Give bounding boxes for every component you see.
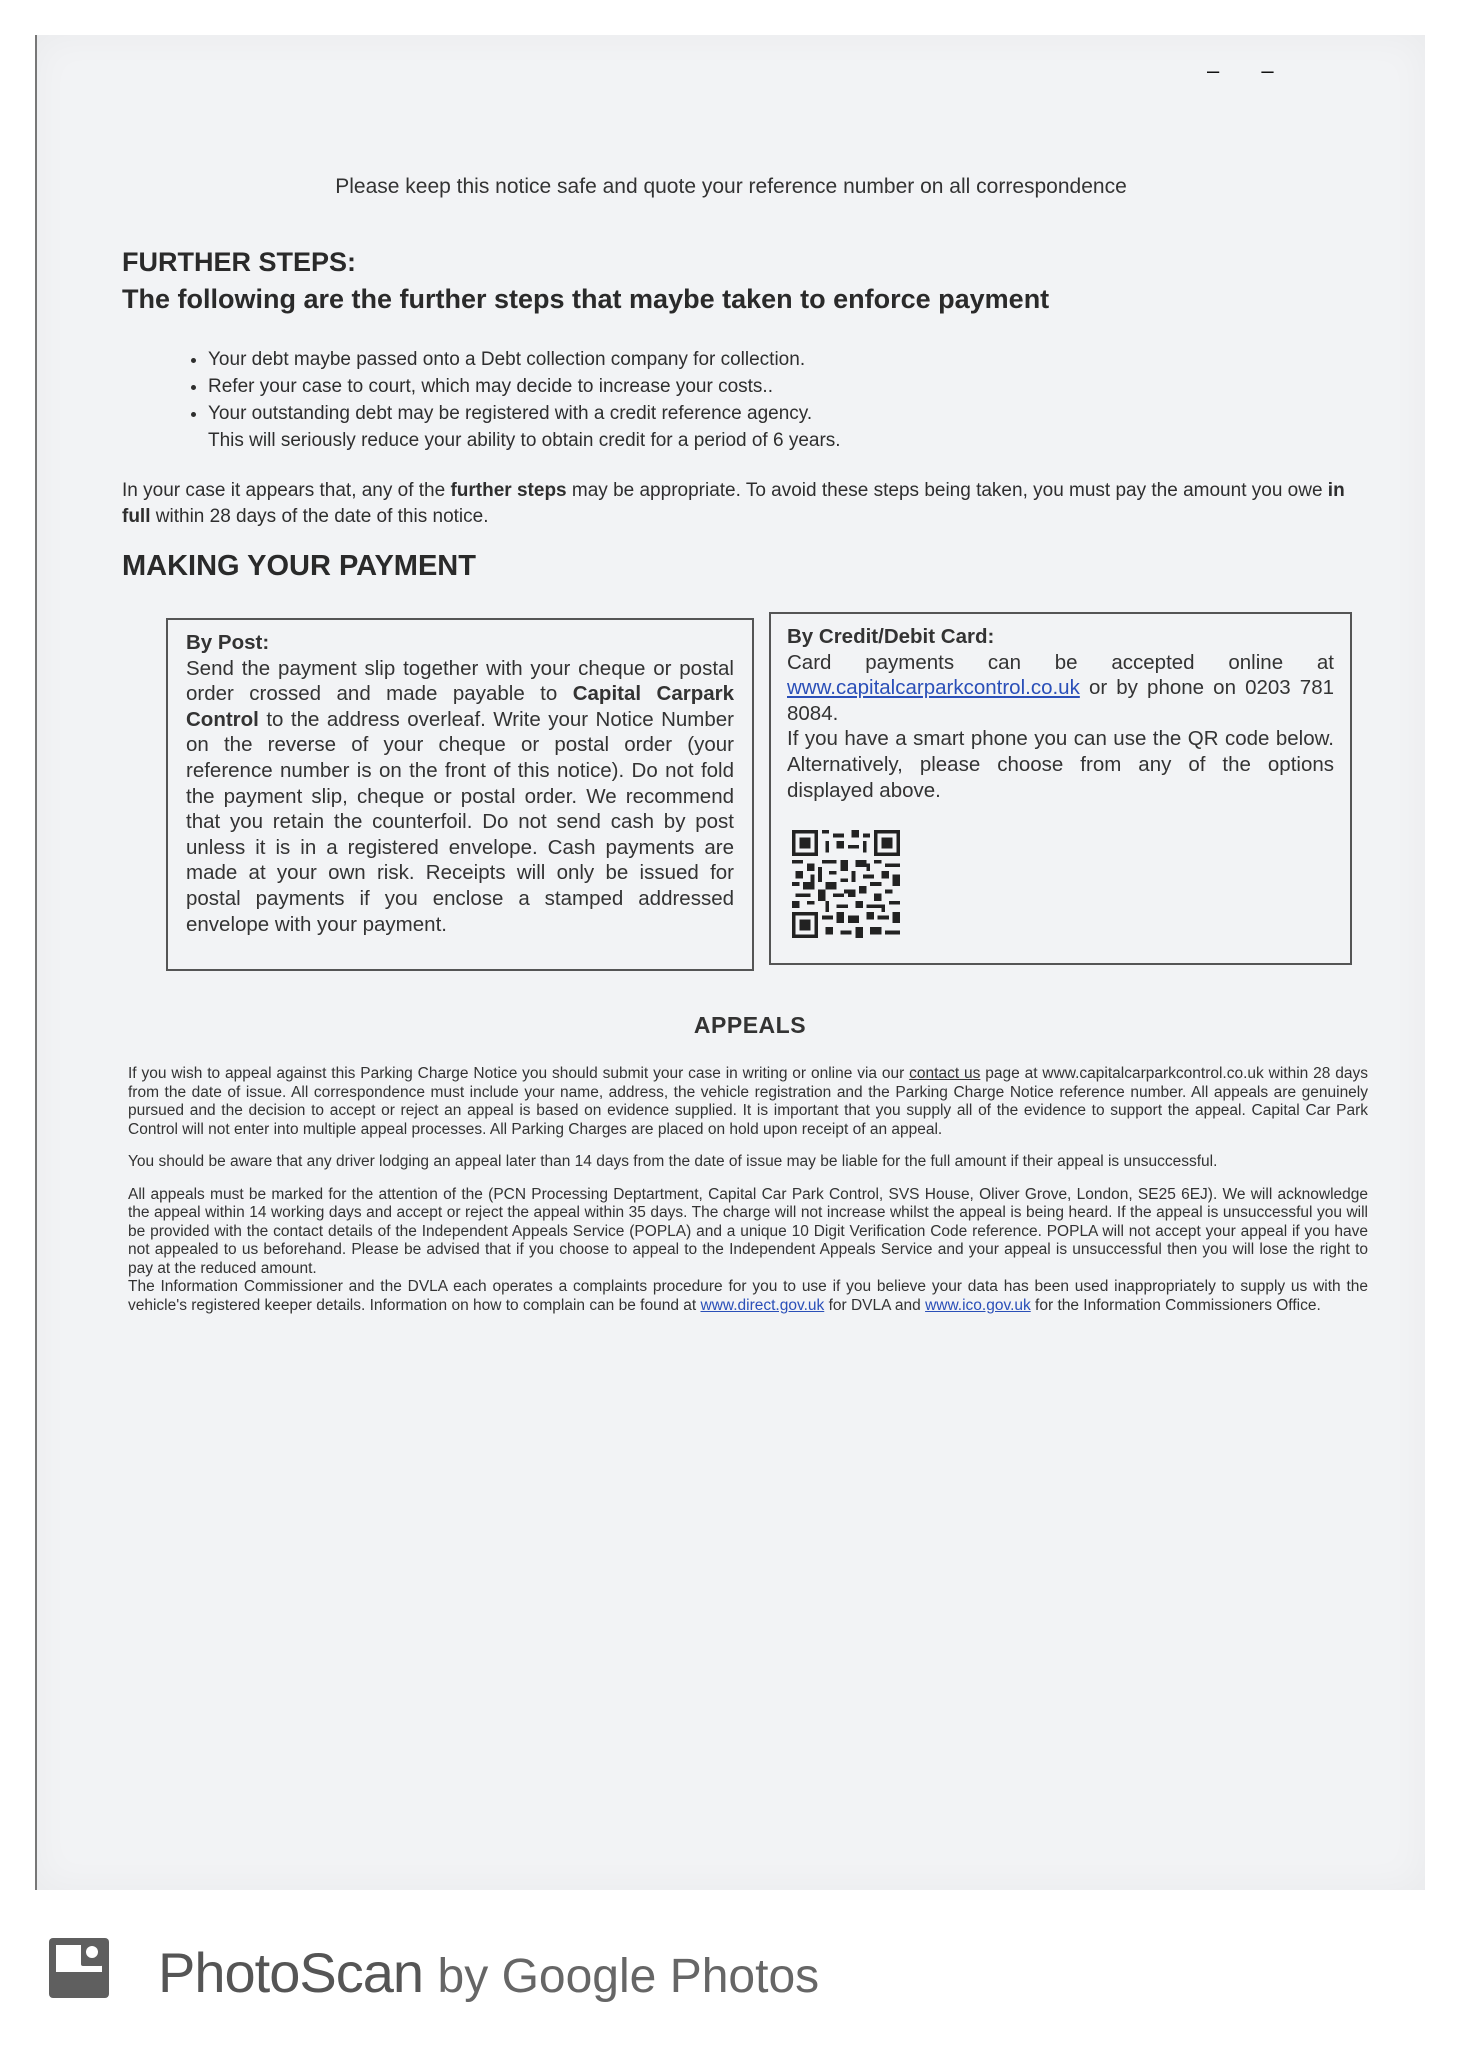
by-post-box [166, 618, 754, 971]
list-item: • Refer your case to court, which may decide to increase your costs.. [208, 373, 1308, 400]
appeals-paragraph: You should be aware that any driver lodging an appeal later than 14 days from the date of issue may be liable for the full amount if their appeal is unsuccessful. [128, 1153, 1218, 1170]
appeals-text-run: The Information Commissioner and the DVLA each operates a complaints procedure for you to use if you believe your data has been used inappropriately to supply us with the vehicle's registered keeper details. Information on how to complain can be found at [128, 1278, 1368, 1314]
appeals-text-run: for DVLA and [824, 1296, 926, 1314]
appeals-text-run: If you wish to appeal against this Parking Charge Notice you should submit your case in writing or online via our [128, 1065, 910, 1082]
by-post-text: to the address overleaf. Write your Notice Number on the reverse of your cheque or postal order (your reference number is on the front of this notice). Do not fold the payment slip, cheque or postal order. We recommend that you retain the counterfoil. Do not send cash by post unless it is in a registered envelope. Cash payments are made at your own risk. Receipts will only be issued for postal payments if you enclose a stamped addressed envelope with your payment. [186, 707, 734, 936]
by-card-text: Card payments can be accepted online at [787, 650, 1334, 674]
by-card-text: or by phone on 0203 781 8084. [787, 676, 1334, 725]
by-post-title: By Post: [186, 631, 270, 654]
direct-gov-link[interactable]: www.direct.gov.uk [700, 1296, 825, 1314]
appeals-text-run: page at www.capitalcarparkcontrol.co.uk within 28 days from the date of issue. All correspondence must include your name, address, the vehicle registration and the Parking Charge Notice reference number. All appeals are genuinely pursued and the decision to accept or reject an appeal is based on evidence supplied. It is important that you supply all of the evidence to support the appeal. Capital Car Park Control will not enter into multiple appeal processes. All Parking Charges are placed on hold upon receipt of an appeal. [128, 1065, 1368, 1138]
appeals-text [128, 1065, 1368, 1329]
contact-us-link[interactable]: contact us [909, 1065, 981, 1082]
by-post-text: Send the payment slip together with your cheque or postal order crossed and made payable to [186, 656, 734, 706]
list-item: • Your debt maybe passed onto a Debt collection company for collection. [208, 346, 1308, 373]
appeals-text-run: for the Information Commissioners Office. [1030, 1296, 1321, 1314]
appeals-paragraph: All appeals must be marked for the attention of the (PCN Processing Deptartment, Capital Car Park Control, SVS House, Oliver Grove, London, SE25 6EJ). We will acknowledge the appeal within 14 working days and accept or reject the appeal within 35 days. The charge will not increase whilst the appeal is being heard. If the appeal is unsuccessful you will be provided with the contact details of the Independent Appeals Service (POPLA) and a unique 10 Digit Verification Code reference. POPLA will not accept your appeal if you have not appealed to us beforehand. Please be advised that if you choose to appeal to the Independent Appeals Service and your appeal is unsuccessful then you will lose the right to pay at the reduced amount. [128, 1185, 1368, 1277]
payment-website-link[interactable]: www.capitalcarparkcontrol.co.uk [787, 676, 1080, 700]
photoscan-title: PhotoScan [158, 1941, 423, 2004]
list-item-continuation: This will seriously reduce your ability to obtain credit for a period of 6 years. [208, 430, 841, 451]
photoscan-by: by Google Photos [437, 1950, 820, 2003]
by-post-body [186, 656, 734, 938]
by-card-title: By Credit/Debit Card: [787, 625, 995, 648]
case-paragraph [122, 478, 1367, 530]
qr-instructions: If you have a smart phone you can use the QR code below. Alternatively, please choose from any of the options displayed above. [787, 727, 1334, 802]
case-bold-in-full: in full [122, 480, 1345, 527]
further-steps-subtitle: The following are the further steps that maybe taken to enforce payment [122, 284, 1050, 314]
appeals-paragraph [128, 1278, 1368, 1315]
case-bold-further-steps: further steps [450, 480, 567, 501]
making-payment-title: MAKING YOUR PAYMENT [122, 550, 476, 582]
photoscan-logo-icon [47, 1936, 111, 2000]
qr-code-icon[interactable] [790, 830, 902, 938]
case-text: may be appropriate. To avoid these steps being taken, you must pay the amount you owe [566, 480, 1328, 501]
further-steps-list [160, 346, 1308, 454]
by-card-body [787, 650, 1334, 727]
further-steps-title: FURTHER STEPS: [122, 247, 357, 277]
appeals-title: APPEALS [693, 1012, 807, 1038]
notice-line: Please keep this notice safe and quote your reference number on all correspondence [335, 175, 1127, 198]
list-item: • Your outstanding debt may be registered with a credit reference agency. [208, 400, 1308, 427]
ico-gov-link[interactable]: www.ico.gov.uk [925, 1296, 1031, 1314]
case-text: In your case it appears that, any of the [122, 480, 451, 501]
payee-name: Capital Carpark Control [186, 682, 734, 731]
pen-marks: ‒ ‒ [1207, 58, 1292, 83]
page-edge [35, 35, 37, 1890]
appeals-paragraph [128, 1065, 1368, 1139]
case-text: within 28 days of the date of this notice. [150, 506, 489, 527]
photoscan-brand [158, 1940, 819, 2005]
